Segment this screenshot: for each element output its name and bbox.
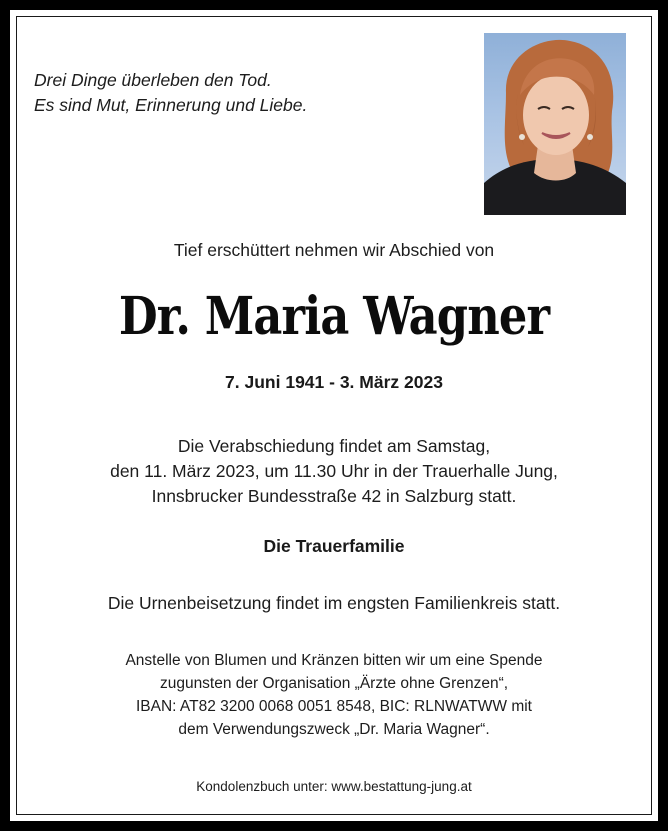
donation-line-4: dem Verwendungszweck „Dr. Maria Wagner“. (178, 721, 490, 738)
quote-line-2: Es sind Mut, Erinnerung und Liebe. (34, 95, 308, 115)
condolence-link[interactable]: Kondolenzbuch unter: www.bestattung-jung.at (196, 779, 472, 794)
ceremony-line-2: den 11. März 2023, um 11.30 Uhr in der Trauerhalle Jung, (110, 461, 558, 481)
donation-info (0, 649, 668, 741)
memorial-quote (34, 68, 307, 118)
ceremony-info (0, 434, 668, 509)
donation-line-2: zugunsten der Organisation „Ärzte ohne Grenzen“, (159, 675, 509, 692)
family-signature: Die Trauerfamilie (263, 536, 405, 556)
portrait-icon (484, 33, 626, 215)
donation-line-3: IBAN: AT82 3200 0068 0051 8548, BIC: RLNWATWW mit (136, 698, 532, 715)
ceremony-line-1: Die Verabschiedung findet am Samstag, (177, 436, 491, 456)
donation-line-1: Anstelle von Blumen und Kränzen bitten wir um eine Spende (125, 652, 543, 669)
portrait-photo (484, 33, 626, 215)
quote-line-1: Drei Dinge überleben den Tod. (34, 70, 272, 90)
intro-text: Tief erschüttert nehmen wir Abschied von (173, 240, 495, 260)
ceremony-line-3: Innsbrucker Bundesstraße 42 in Salzburg statt. (151, 486, 517, 506)
life-dates: 7. Juni 1941 - 3. März 2023 (225, 372, 443, 392)
urn-burial-note: Die Urnenbeisetzung findet im engsten Familienkreis statt. (107, 593, 561, 613)
deceased-name: Dr. Maria Wagner (118, 286, 550, 347)
